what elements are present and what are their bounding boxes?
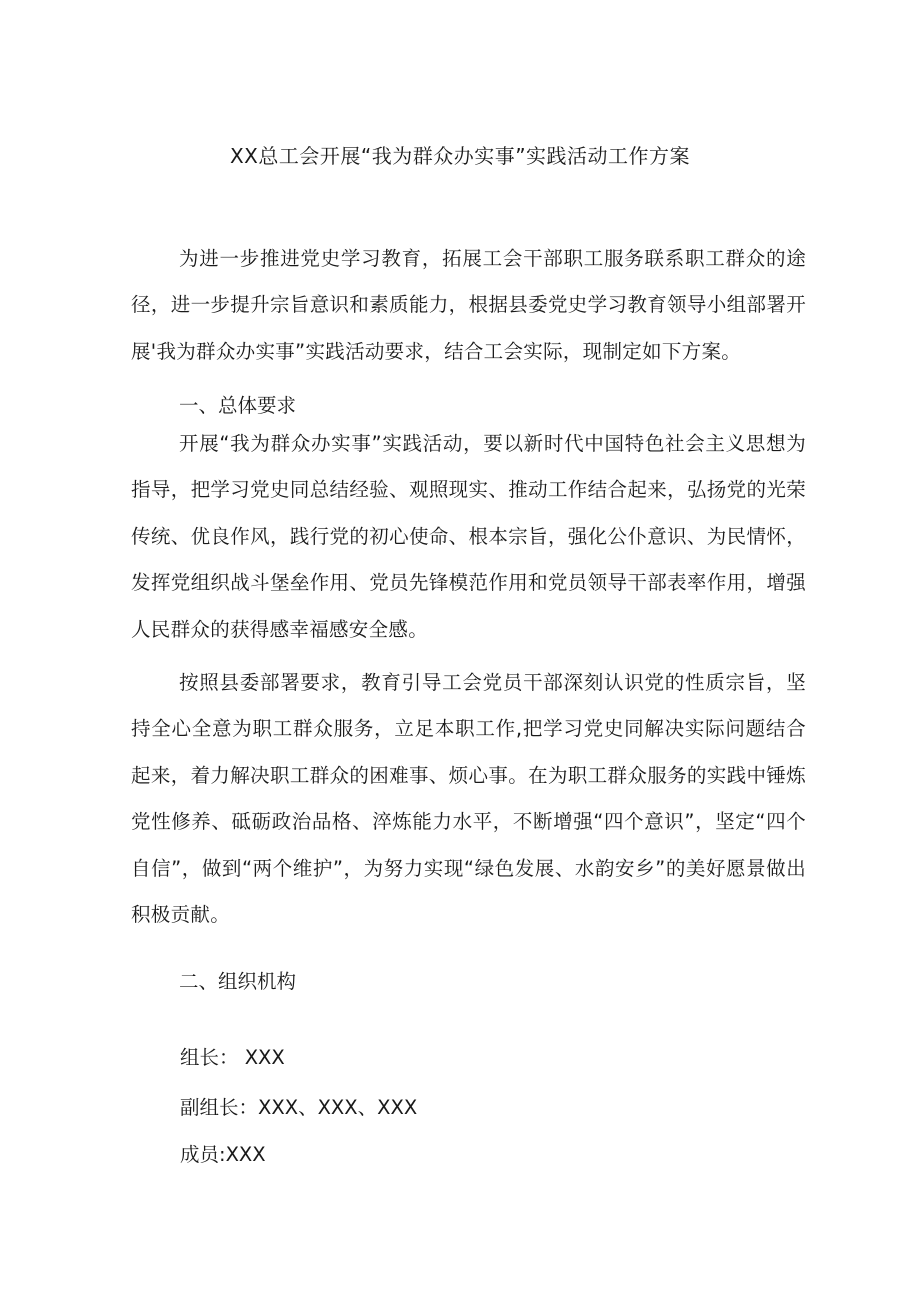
deputy-leader-line: 副组长：XXX、XXX、XXX — [180, 1096, 418, 1119]
general-requirements-paragraph-1: 开展“我为群众办实事”实践活动，要以新时代中国特色社会主义思想为指导，把学习党史同总结经验、观照现实、推动工作结合起来，弘扬党的光荣传统、优良作风，践行党的初心使命、根本宗旨，强化公仆意识、为民情怀，发挥党组织战斗堡垒作用、党员先锋模范作用和党员领导干部表率作用，增强人民群众的获得感幸福感安全感。 — [131, 432, 806, 641]
section-heading-general-requirements: 一、总体要求 — [179, 394, 297, 417]
group-leader-line: 组长： XXX — [180, 1046, 285, 1069]
document-title: XX总工会开展“我为群众办实事”实践活动工作方案 — [229, 144, 691, 168]
section-heading-organization: 二、组织机构 — [179, 970, 297, 993]
members-line: 成员:XXX — [180, 1143, 266, 1166]
intro-paragraph: 为进一步推进党史学习教育，拓展工会干部职工服务联系职工群众的途径，进一步提升宗旨意识和素质能力，根据县委党史学习教育领导小组部署开展'我为群众办实事”实践活动要求，结合工会实际，现制定如下方案。 — [131, 247, 806, 363]
general-requirements-paragraph-2: 按照县委部署要求，教育引导工会党员干部深刻认识党的性质宗旨，坚持全心全意为职工群众服务，立足本职工作,把学习党史同解决实际问题结合起来，着力解决职工群众的困难事、烦心事。在为职工群众服务的实践中锤炼党性修养、砥砺政治品格、淬炼能力水平，不断增强“四个意识”，坚定“四个自信”，做到“两个维护”，为努力实现“绿色发展、水韵安乡”的美好愿景做出积极贡献。 — [131, 671, 806, 927]
